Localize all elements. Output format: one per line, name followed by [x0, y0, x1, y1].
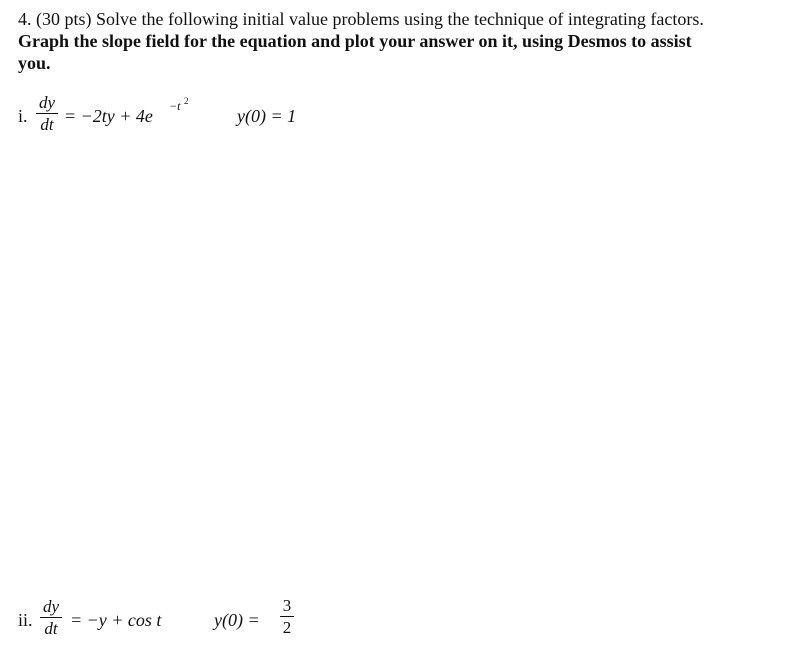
bold-instruction-line1: Graph the slope field for the equation and plot your answer on it, using Desmos to assist: [18, 31, 692, 51]
problem-points: (30 pts): [36, 9, 92, 29]
bold-instruction-line2: you.: [18, 53, 51, 73]
problem-intro-line: [18, 8, 778, 30]
part-ii-numerator: dy: [42, 597, 60, 616]
part-i-exponent: −t: [169, 99, 181, 113]
problem-number: 4.: [18, 9, 32, 29]
part-ii-rhs: = −y + cos t: [70, 610, 162, 630]
part-i-label: i.: [18, 106, 28, 126]
part-ii-initial-numerator: 3: [282, 596, 292, 615]
part-i-initial-condition: y(0) = 1: [237, 106, 297, 126]
part-ii-initial-denominator: 2: [282, 618, 292, 637]
part-i-numerator: dy: [38, 93, 56, 112]
part-ii-label: ii.: [18, 610, 33, 630]
part-ii-initial-lhs: y(0) =: [214, 610, 260, 630]
part-i-denominator: dt: [40, 115, 54, 134]
problem-statement: [18, 8, 778, 74]
fraction-bar: [36, 113, 58, 114]
part-ii-denominator: dt: [44, 619, 58, 638]
part-i-derivative-fraction: [36, 94, 58, 134]
part-i-exponent-power: 2: [184, 96, 189, 106]
problem-instruction: Solve the following initial value problems using the technique of integrating factors.: [96, 9, 704, 29]
part-ii-initial-fraction: [280, 597, 294, 637]
part-i-rhs: = −2ty + 4e: [64, 106, 153, 126]
fraction-bar: [280, 616, 294, 617]
fraction-bar: [40, 617, 62, 618]
part-ii-derivative-fraction: [40, 598, 62, 638]
